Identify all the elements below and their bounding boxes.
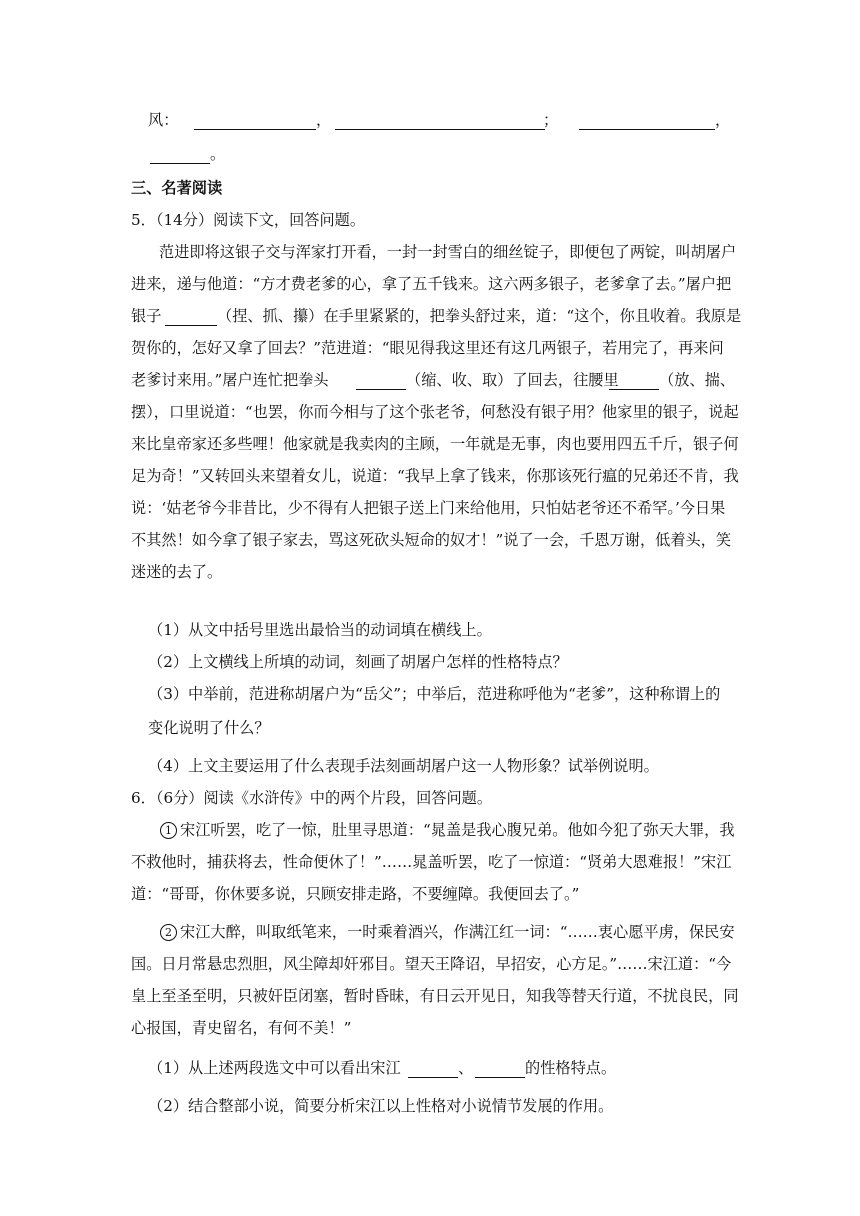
answer-blank[interactable]: [609, 371, 659, 390]
answer-blank[interactable]: [475, 1059, 525, 1078]
punct-comma: ，: [316, 111, 332, 129]
passage-line: 贺你的，怎好又拿了回去？”范进道：“眼见得我这里还有这几两银子，若用完了，再来问: [131, 339, 724, 357]
passage-line: 说：‘姑老爷今非昔比，少不得有人把银子送上门来给他用，只怕姑老爷还不希罕。’今日果: [131, 499, 726, 517]
punct-dunhao: 、: [458, 1059, 474, 1077]
answer-blank[interactable]: [408, 1059, 458, 1078]
passage-text: 老爹讨来用。”屠户连忙把拳头: [131, 371, 329, 389]
answer-blank[interactable]: [335, 111, 545, 130]
passage-line: 范进即将这银子交与浑家打开看，一封一封雪白的细丝锭子，即便包了两锭，叫胡屠户: [159, 243, 737, 261]
passage-line: 不其然！如今拿了银子家去，骂这死砍头短命的奴才！”说了一会，千恩万谢，低着头，笑: [131, 531, 732, 549]
feng-label: 风：: [148, 111, 179, 129]
passage-line: 不救他时，捕获将去，性命便休了！”……晁盖听罢，吃了一惊道：“贤弟大恩难报！”宋江: [131, 853, 732, 871]
section-heading: 三、名著阅读: [131, 179, 223, 197]
passage-line: 皇上至圣至明，只被奸臣闭塞，暂时昏昧，有日云开见日，知我等替天行道，不扰良民，同: [131, 987, 739, 1005]
passage-line: 来比皇帝家还多些哩！他家就是我卖肉的主顾，一年就是无事，肉也要用四五千斤，银子何: [131, 435, 739, 453]
passage-line: 心报国，青史留名，有何不美！”: [131, 1019, 352, 1037]
passage-line: 足为奇！”又转回头来望着女儿，说道：“我早上拿了钱来，你那该死行瘟的兄弟还不肯，我: [131, 467, 739, 485]
passage-text: 宋江大醉，叫取纸笔来，一时乘着酒兴，作满江红一词：“……衷心愿平虏，保民安: [180, 923, 735, 941]
passage-line: 进来，递与他道：“方才费老爹的心，拿了五千钱来。这六两多银子，老爹拿了去。”屠户把: [131, 275, 732, 293]
question-6-stem: 6．（6分）阅读《水浒传》中的两个片段，回答问题。: [131, 789, 493, 807]
passage-text: （缩、收、取）了回去，往腰里: [406, 371, 619, 389]
circled-number-2: 2: [160, 924, 177, 941]
question-5-stem: 5．（14分）阅读下文，回答问题。: [131, 211, 366, 229]
sub-question-text: （1）从上述两段选文中可以看出宋江: [148, 1059, 401, 1077]
passage-text: （放、揣、: [659, 371, 735, 389]
punct-comma: ，: [715, 111, 731, 129]
sub-question: （2）结合整部小说，简要分析宋江以上性格对小说情节发展的作用。: [148, 1097, 614, 1115]
passage-text: （捏、抓、攥）在手里紧紧的，把拳头舒过来，道：“这个，你且收着。我原是: [217, 307, 742, 325]
sub-question: （2）上文横线上所填的动词，刻画了胡屠户怎样的性格特点？: [148, 653, 568, 671]
passage-text: 宋江听罢，吃了一惊，肚里寻思道：“晁盖是我心腹兄弟。他如今犯了弥天大罪，我: [180, 821, 735, 839]
passage-line: 道：“哥哥，你休要多说，只顾安排走路，不要缠障。我便回去了。”: [131, 885, 580, 903]
sub-question: （3）中举前，范进称胡屠户为“岳父”；中举后，范进称呼他为“老爹”，这种称谓上的: [148, 685, 721, 703]
sub-question: 变化说明了什么？: [148, 719, 270, 737]
answer-blank[interactable]: [150, 145, 210, 164]
passage-line: 迷迷的去了。: [131, 563, 223, 581]
sub-question-text: 的性格特点。: [525, 1059, 617, 1077]
answer-blank[interactable]: [194, 111, 316, 130]
sub-question: （4）上文主要运用了什么表现手法刻画胡屠户这一人物形象？试举例说明。: [148, 757, 659, 775]
passage-line: 摆），口里说道：“也罢，你而今相与了这个张老爷，何愁没有银子用？他家里的银子，说起: [131, 403, 739, 421]
passage-line: 国。日月常悬忠烈胆，风尘障却奸邪目。望天王降诏，早招安，心方足。”……宋江道：“今: [131, 955, 732, 973]
answer-blank[interactable]: [356, 371, 406, 390]
sub-question: （1）从文中括号里选出最恰当的动词填在横线上。: [148, 621, 492, 639]
answer-blank[interactable]: [165, 307, 217, 326]
passage-text: 银子: [131, 307, 162, 325]
circled-number-1: 1: [160, 822, 177, 839]
punct-period: 。: [210, 145, 226, 163]
punct-semicolon: ；: [543, 111, 559, 129]
answer-blank[interactable]: [579, 111, 715, 130]
